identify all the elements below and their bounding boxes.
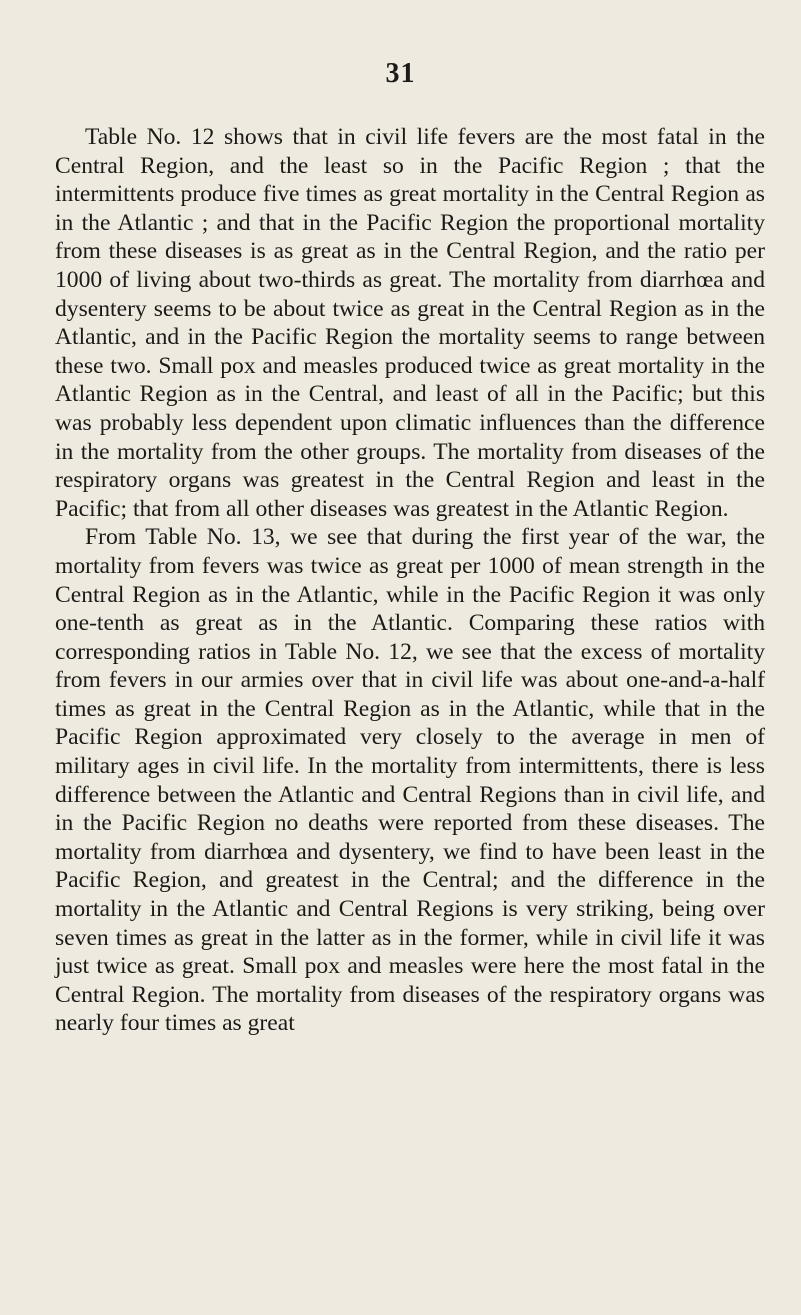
paragraph: From Table No. 13, we see that during the first year of the war, the mortality from fevers was twice as great per 1000 of mean strength in the Central Region as in the Atlantic, while in the Pacific Region it was only one-tenth as great as in the Atlantic. Comparing these ratios with corresponding ratios in Table No. 12, we see that the excess of mortality from fevers in our armies over that in civil life was about one-and-a-half times as great in the Central Region as in the Atlantic, while that in the Pacific Region approximated very closely to the average in men of military ages in civil life. In the mortality from intermittents, there is less difference between the Atlantic and Central Regions than in civil life, and in the Pacific Region no deaths were reported from these diseases. The mortality from diarrhœa and dysentery, we find to have been least in the Pacific Region, and greatest in the Central; and the difference in the mortality in the Atlantic and Central Regions is very striking, being over seven times as great in the latter as in the former, while in civil life it was just twice as great. Small pox and measles were here the most fatal in the Central Region. The mortality from diseases of the respiratory organs was nearly four times as great bbox=[55, 524, 765, 1037]
page-number: 31 bbox=[385, 58, 416, 89]
body-text bbox=[55, 123, 765, 1038]
paragraph: Table No. 12 shows that in civil life fevers are the most fatal in the Central Region, and the least so in the Pacific Region ; that the intermittents produce five times as great mortality in the Central Region as in the Atlantic ; and that in the Pacific Region the proportional mortality from these diseases is as great as in the Central Region, and the ratio per 1000 of living about two-thirds as great. The mortality from diarrhœa and dysentery seems to be about twice as great in the Central Region as in the Atlantic, and in the Pacific Region the mortality seems to range between these two. Small pox and measles produced twice as great mortality in the Atlantic Region as in the Central, and least of all in the Pacific; but this was probably less dependent upon climatic influences than the difference in the mortality from the other groups. The mortality from diseases of the respiratory organs was greatest in the Central Region and least in the Pacific; that from all other diseases was greatest in the Atlantic Region. bbox=[55, 124, 765, 522]
